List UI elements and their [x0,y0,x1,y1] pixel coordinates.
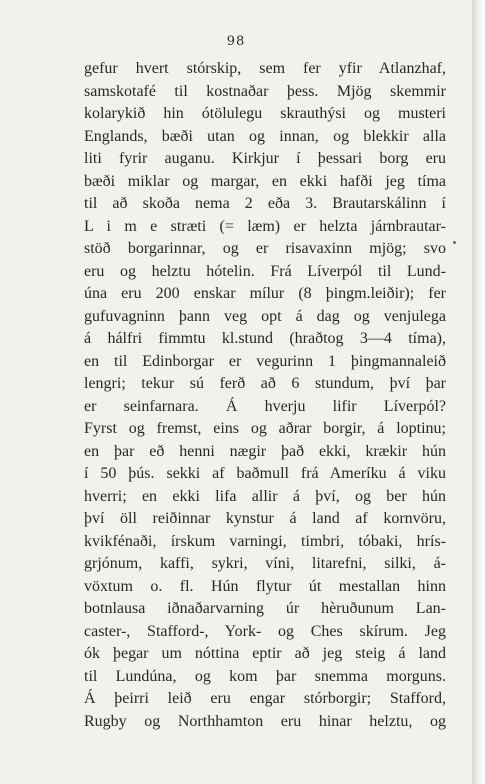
text-line: til Lundúna, og kom þar snemma morguns. [84,667,446,685]
text-line: en þar eð henni nægir það ekki, krækir hún [84,442,446,460]
text-line: en til Edinborgar er vegurinn 1 þingmannaleið [84,352,446,370]
text-line: gufuvagninn þann veg opt á dag og venjulega [84,307,446,325]
text-line: grjónum, kaffi, sykri, víni, litarefni, silki, á- [84,555,446,572]
text-line: í 50 þús. sekki af baðmull frá Ameríku á viku [84,465,446,482]
text-line: gefur hvert stórskip, sem fer yfir Atlanzhaf, [84,60,446,77]
text-line: vöxtum o. fl. Hún flytur út mestallan hinn [84,577,446,595]
text-line: Rugby og Northhamton eru hinar helztu, og [84,712,446,730]
text-line: L i m e stræti (= læm) er helzta járnbrautar- [84,217,446,235]
page-number: 98 [226,34,246,49]
margin-mark [453,241,456,244]
text-line: caster-, Stafford-, York- og Ches skírum. Jeg [84,622,446,640]
text-line: er seinfarnara. Á hverju lifir Líverpól? [84,397,446,415]
text-line: samskotafé til kostnaðar þess. Mjög skemmir [84,82,446,100]
text-line: liti fyrir auganu. Kirkjur í þessari borg eru [84,150,446,167]
body-text [84,58,446,733]
text-line: botnlausa iðnaðarvarning úr hèruðunum Lan- [84,600,446,617]
text-line: Á þeirri leið eru engar stórborgir; Stafford, [84,690,446,707]
text-line: kvikfénaði, írskum varningi, timbri, tóbaki, hrís- [84,532,446,550]
text-line: lengri; tekur sú ferð að 6 stundum, því þar [84,375,446,392]
text-line: bæði miklar og margar, en ekki hafði jeg tíma [84,172,446,190]
text-line: á hálfri fimmtu kl.stund (hraðtog 3—4 tíma), [84,330,446,347]
text-line: Fyrst og fremst, eins og aðrar borgir, á loptinu; [84,420,446,437]
text-line: kolarykið hin ótölulegu skrauthýsi og musteri [84,105,446,122]
text-line: hverri; en ekki lifa allir á því, og ber hún [84,487,446,505]
text-line: Englands, bæði utan og innan, og blekkir alla [84,127,446,145]
text-line: stöð borgarinnar, og er risavaxinn mjög; svo [84,240,446,257]
text-line: úna eru 200 enskar mílur (8 þingm.leiðir); fer [84,285,446,302]
text-line: til að skoða nema 2 eða 3. Brautarskálinn í [84,195,446,212]
text-line: ók þegar um nóttina eptir að jeg steig á land [84,645,446,662]
text-line: því öll reiðinnar kynstur á land af kornvöru, [84,510,446,527]
page-edge [472,0,485,784]
text-line: eru og helztu hótelin. Frá Líverpól til Lund- [84,262,446,280]
